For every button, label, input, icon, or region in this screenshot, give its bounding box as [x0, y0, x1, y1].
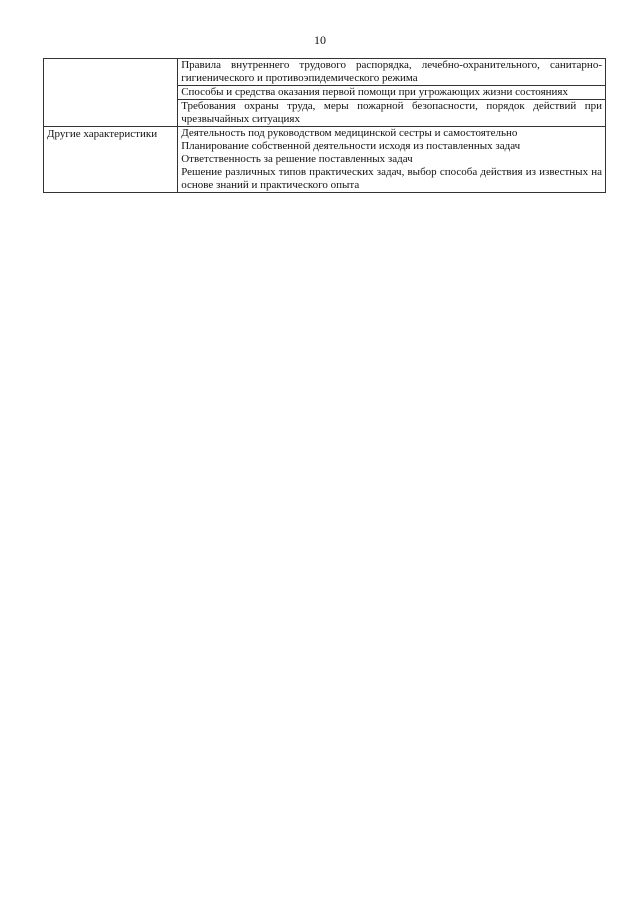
- characteristics-table: [43, 58, 606, 193]
- table-row: [44, 59, 606, 86]
- empty-label-cell: [44, 86, 178, 100]
- characteristic-line: Решение различных типов практических задач, выбор способа действия из известных на основе знаний и практического опыта: [181, 166, 602, 191]
- characteristic-line: Планирование собственной деятельности исходя из поставленных задач: [181, 140, 521, 152]
- empty-label-cell: [44, 100, 178, 127]
- table-row: [44, 127, 606, 193]
- table-row: [44, 100, 606, 127]
- characteristic-line: Ответственность за решение поставленных задач: [181, 153, 413, 165]
- table-row: [44, 86, 606, 100]
- other-characteristics-label: Другие характеристики: [44, 127, 178, 193]
- empty-label-cell: [44, 59, 178, 86]
- knowledge-cell: Требования охраны труда, меры пожарной безопасности, порядок действий при чрезвычайных ситуациях: [178, 100, 606, 127]
- characteristic-line: Деятельность под руководством медицинской сестры и самостоятельно: [181, 127, 518, 139]
- knowledge-cell: Способы и средства оказания первой помощи при угрожающих жизни состояниях: [178, 86, 606, 100]
- page-number: 10: [314, 33, 326, 47]
- knowledge-cell: Правила внутреннего трудового распорядка, лечебно-охранительного, санитарно-гигиенического и противоэпидемического режима: [178, 59, 606, 86]
- other-characteristics-cell: [178, 127, 606, 193]
